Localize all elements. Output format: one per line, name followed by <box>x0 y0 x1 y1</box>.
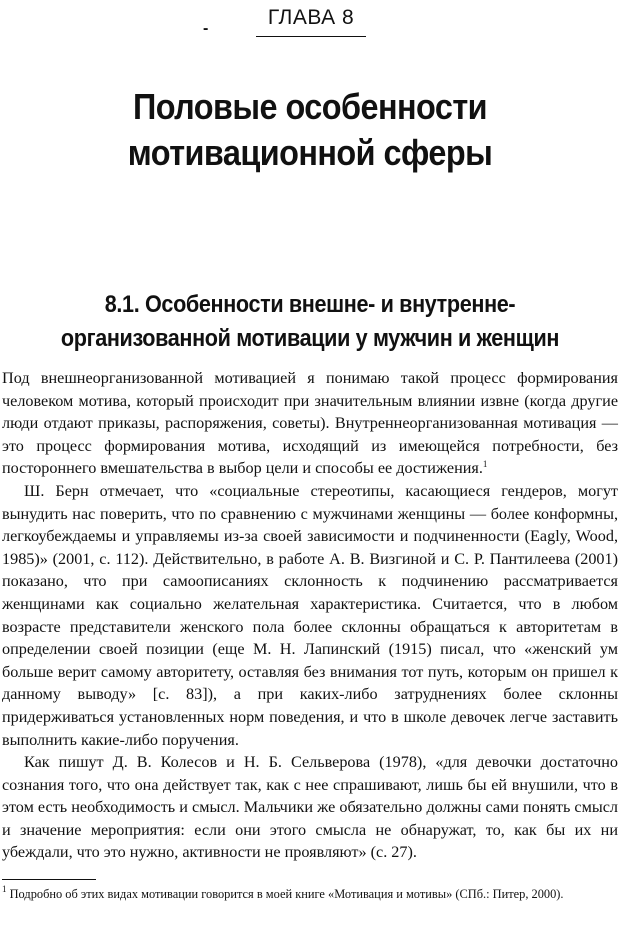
paragraph-text: Под внешнеорганизованной мотивацией я понимаю такой процесс формирования человеком мотива, который происходит при значительным влиянии извне (когда другие люди отдают приказы, распоряжения, советы). Внутреннеорганизованная мотивация — это процесс формирования мотива, исходящий из имеющейся потребности, без постороннего вмешательства в выбор цели и способы ее достижения. <box>2 369 618 478</box>
footnote-ref[interactable]: 1 <box>482 459 488 470</box>
paragraph <box>2 367 618 480</box>
paragraph: Как пишут Д. В. Колесов и Н. Б. Сельверова (1978), «для девочки достаточно сознания того, что она действует так, как с нее спрашивают, лишь бы ей внушили, что в этом есть необходимость и смысл. Мальчики же обязательно должны сами понять смысл и значение мероприятия: если они этого смысла не обнаружат, то, как бы их ни убеждали, что это нужно, активности не проявляют» (с. 27). <box>2 753 618 862</box>
section-title-line: организованной мотивации у мужчин и женщин <box>60 325 560 352</box>
footnote <box>2 886 618 903</box>
chapter-title <box>49 84 571 176</box>
footnote-text: Подробно об этих видах мотивации говорится в моей книге «Мотивация и мотивы» (СПб.: Питер, 2000). <box>6 887 564 901</box>
chapter-title-line: Половые особенности <box>132 86 488 127</box>
body-text <box>2 367 618 864</box>
chapter-label: ГЛАВА 8 <box>256 6 366 37</box>
section-title-line: 8.1. Особенности внешне- и внутренне- <box>104 291 516 318</box>
paragraph: Ш. Берн отмечает, что «социальные стереотипы, касающиеся гендеров, могут вынудить нас поверить, что по сравнению с мужчинами женщины — более конформны, легкоубеждаемы и управляемы из-за своей зависимости и подчиненности (Eagly, Wood, 1985)» (2001, с. 112). Действительно, в работе А. В. Визгиной и С. Р. Пантилеева (2001) показано, что при самоописаниях склонность к подчинению рассматривается женщинами как социально желательная характеристика. Считается, что в любом возрасте представители женского пола более склонны обращаться к авторитетам в определении своей позиции (еще М. Н. Лапинский (1915) писал, что «женский ум больше верит самому авторитету, оставляя без внимания тот путь, которым он пришел к данному выводу» [с. 83]), а при каких-либо затруднениях более склонны придерживаться установленных норм поведения, и что в школе девочек легче заставить выполнить какие-либо поручения. <box>2 481 618 749</box>
chapter-title-line: мотивационной сферы <box>127 132 493 173</box>
footnote-divider <box>2 879 96 880</box>
footnote-number: 1 <box>2 884 7 894</box>
section-title <box>40 288 580 356</box>
header-mark: - <box>203 20 209 37</box>
